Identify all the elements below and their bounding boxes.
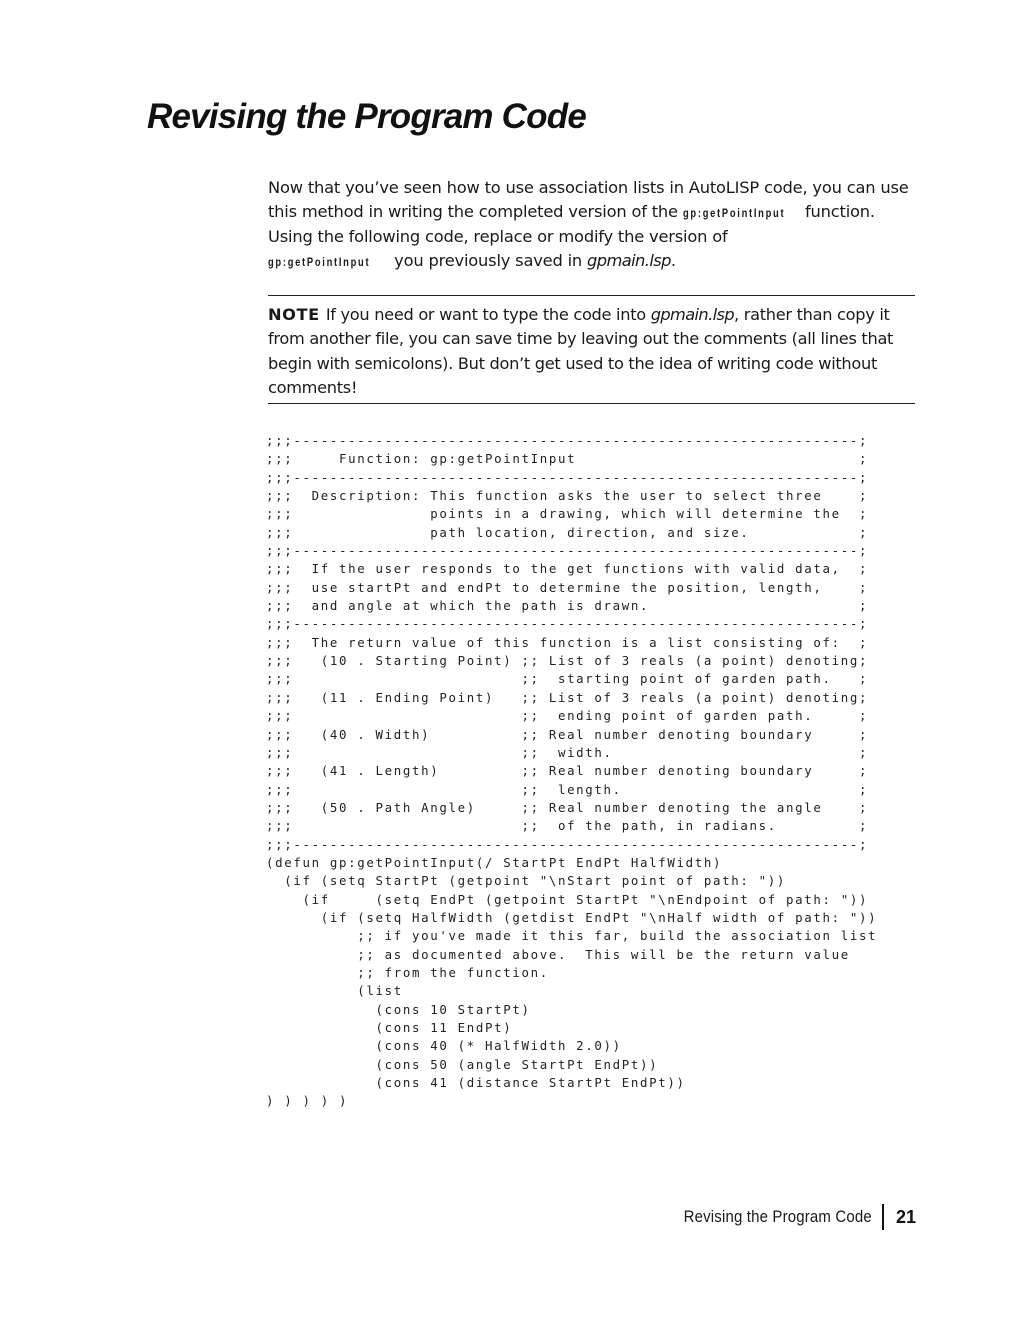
code-line: ;; from the function. <box>266 964 549 980</box>
code-line: ;;; Description: This function asks the user to select three ; <box>266 488 869 504</box>
intro-text-3: you previously saved in <box>389 251 588 270</box>
code-line: (if (setq EndPt (getpoint StartPt "\nEndpoint of path: ")) <box>266 891 869 907</box>
code-line: (list <box>266 983 403 999</box>
code-line: ;;; use startPt and endPt to determine the position, length, ; <box>266 579 869 595</box>
code-line: ;;; path location, direction, and size. ; <box>266 524 869 540</box>
code-line: ;;; (41 . Length) ;; Real number denoting boundary ; <box>266 763 869 779</box>
note-top-rule <box>268 295 915 296</box>
intro-text-1: Now that you’ve seen how to use association lists in AutoLISP code, you can use this method in writing the completed version of the <box>268 178 909 221</box>
intro-text-2: function. Using the following code, replace or modify the version of <box>268 202 875 246</box>
code-line: ;;;--------------------------------------------------------------; <box>266 616 869 632</box>
code-line: ;;; and angle at which the path is drawn. ; <box>266 598 869 614</box>
code-line: ;;; ;; length. ; <box>266 781 869 797</box>
code-line: (defun gp:getPointInput(/ StartPt EndPt HalfWidth) <box>266 854 723 870</box>
code-line: (if (setq StartPt (getpoint "\nStart point of path: ")) <box>266 873 787 889</box>
code-line: ;;; (11 . Ending Point) ;; List of 3 reals (a point) denoting; <box>266 689 869 705</box>
code-line: ;;;--------------------------------------------------------------; <box>266 433 869 448</box>
code-line: (cons 40 (* HalfWidth 2.0)) <box>266 1038 622 1054</box>
code-line: ;;; ;; ending point of garden path. ; <box>266 708 869 724</box>
code-line: ;;; (50 . Path Angle) ;; Real number denoting the angle ; <box>266 799 869 815</box>
code-listing <box>266 432 877 1111</box>
intro-paragraph <box>268 176 914 274</box>
code-line: ;;;--------------------------------------------------------------; <box>266 836 869 852</box>
code-line: ;;; points in a drawing, which will determine the ; <box>266 506 869 522</box>
code-line: ;; as documented above. This will be the return value <box>266 946 850 962</box>
footer-divider <box>882 1204 884 1230</box>
note-text-2: , rather than copy it from another file, you can save time by leaving out the comments (all lines that begin with semicolons). But don’t get used to the idea of writing code without comments! <box>268 305 894 397</box>
code-line: ;;; ;; of the path, in radians. ; <box>266 818 869 834</box>
page-title: Revising the Program Code <box>147 97 586 136</box>
code-line: (if (setq HalfWidth (getdist EndPt "\nHalf width of path: ")) <box>266 909 878 925</box>
code-line: ;;; ;; starting point of garden path. ; <box>266 671 869 687</box>
code-line: ;;; ;; width. ; <box>266 744 869 760</box>
file-name: gpmain.lsp <box>587 251 671 270</box>
code-line: (cons 11 EndPt) <box>266 1020 513 1035</box>
code-line: ;;;--------------------------------------------------------------; <box>266 469 869 485</box>
code-line: ) ) ) ) ) <box>266 1093 349 1109</box>
page-footer <box>658 1204 916 1230</box>
code-line: ;;; If the user responds to the get functions with valid data, ; <box>266 561 869 577</box>
code-line: ;;; The return value of this function is a list consisting of: ; <box>266 634 869 650</box>
code-line: ;;;--------------------------------------------------------------; <box>266 543 869 559</box>
file-name: gpmain.lsp <box>650 305 735 324</box>
intro-text-4: . <box>670 251 676 270</box>
inline-code-function-name: gp:getPointInput <box>268 255 371 269</box>
code-line: (cons 10 StartPt) <box>266 1001 531 1017</box>
note-box <box>268 303 914 400</box>
note-label: NOTE <box>268 305 320 324</box>
note-text-1: If you need or want to type the code into <box>325 305 651 324</box>
code-line: (cons 41 (distance StartPt EndPt)) <box>266 1075 686 1091</box>
code-line: ;;; (40 . Width) ;; Real number denoting boundary ; <box>266 726 869 742</box>
inline-code-function-name: gp:getPointInput <box>682 206 786 220</box>
page-number: 21 <box>895 1206 916 1227</box>
footer-section-title: Revising the Program Code <box>683 1207 872 1226</box>
code-line: ;;; Function: gp:getPointInput ; <box>266 451 869 467</box>
code-line: (cons 50 (angle StartPt EndPt)) <box>266 1056 659 1072</box>
code-line: ;;; (10 . Starting Point) ;; List of 3 reals (a point) denoting; <box>266 653 869 669</box>
note-bottom-rule <box>268 403 915 404</box>
code-line: ;; if you've made it this far, build the association list <box>266 928 878 944</box>
